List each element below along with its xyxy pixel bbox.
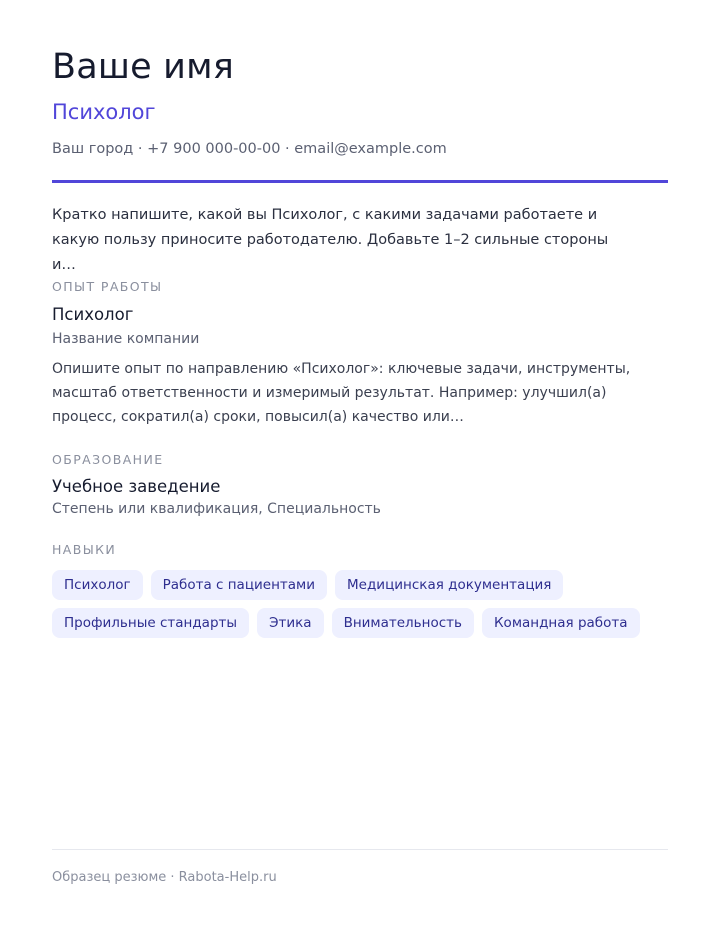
skill-chip: Медицинская документация — [335, 570, 563, 600]
experience-section-title: ОПЫТ РАБОТЫ — [52, 279, 163, 294]
skill-chip: Внимательность — [332, 608, 474, 638]
skill-chip: Профильные стандарты — [52, 608, 249, 638]
summary-text: Кратко напишите, какой вы Психолог, с какими задачами работаете и какую пользу приносите работодателю. Добавьте 1–2 сильные стороны и… — [52, 207, 609, 273]
education-degree: Степень или квалификация, Специальность — [52, 501, 381, 517]
resume-page — [52, 0, 668, 936]
header-divider — [52, 180, 668, 183]
footer-text: Образец резюме · Rabota-Help.ru — [52, 870, 277, 885]
skills-list — [52, 570, 668, 638]
experience-description: Опишите опыт по направлению «Психолог»: ключевые задачи, инструменты, масштаб ответственности и измеримый результат. Например: улучшил(а) процесс, сократил(а) сроки, повысил(а) качество или… — [52, 361, 631, 425]
experience-position: Психолог — [52, 305, 134, 324]
candidate-name: Ваше имя — [52, 47, 234, 87]
education-section-title: ОБРАЗОВАНИЕ — [52, 452, 164, 467]
skill-chip: Психолог — [52, 570, 143, 600]
footer-divider — [52, 849, 668, 850]
skill-chip: Этика — [257, 608, 324, 638]
candidate-role: Психолог — [52, 100, 156, 124]
skill-chip: Командная работа — [482, 608, 640, 638]
education-institution: Учебное заведение — [52, 477, 221, 496]
skill-chip: Работа с пациентами — [151, 570, 327, 600]
skills-section-title: НАВЫКИ — [52, 542, 117, 557]
contact-line: Ваш город · +7 900 000-00-00 · email@example.com — [52, 141, 447, 157]
experience-company: Название компании — [52, 331, 200, 347]
